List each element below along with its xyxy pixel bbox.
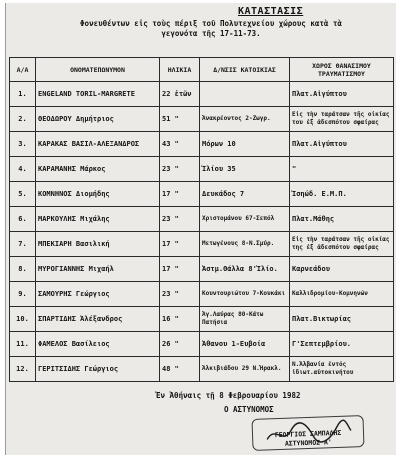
- row-number: 10.: [10, 307, 36, 332]
- footer-dateline: Ἐν Ἀθήναις τῇ 8 Φεβρουαρίου 1982: [156, 391, 301, 400]
- stamp-name: ΓΕΩΡΓΙΟΣ ΣΑΜΠΑΛΗΣ: [274, 428, 342, 440]
- row-name: ΚΑΡΑΚΑΣ ΒΑΣΙΛ-ΑΛΕΞΑΝΔΡΟΣ: [36, 132, 160, 157]
- row-name: ΦΑΜΕΛΟΣ Βασίλειος: [36, 332, 160, 357]
- row-age: 26 ": [160, 332, 200, 357]
- row-address: Ἀστμ.Θάλλα 8'Ἰλίο.: [200, 257, 290, 282]
- row-age: 43 ": [160, 132, 200, 157]
- row-place: Πλατ.Μάθης: [290, 207, 394, 232]
- table-row: [10, 207, 394, 232]
- row-number: 3.: [10, 132, 36, 157]
- row-place: Ἰσηώδ. Ε.Μ.Π.: [290, 182, 394, 207]
- row-address: Μόρων 10: [200, 132, 290, 157]
- document-intro: Φονευθέντων εἰς τοὺς πέριξ τοῦ Πολυτεχνείου χώρους κατὰ τὰ γεγονότα τῆς 17-11-73.: [80, 19, 342, 38]
- row-place: Πλατ.Αἰγύπτου: [290, 82, 394, 107]
- table-row: [10, 182, 394, 207]
- column-header-name: ΟΝΟΜΑΤΕΠΩΝΥΜΟΝ: [36, 58, 160, 82]
- row-place: Εἰς τὴν ταράτσαν τῆς οἰκίας της ἐξ ἀδεσπότου σφαίρας: [290, 232, 394, 257]
- row-place: Ν.Ἀλβανία ἐντός ἰδιωτ.αὐτοκινήτου: [290, 357, 394, 382]
- row-age: 17 ": [160, 232, 200, 257]
- row-age: 17 ": [160, 182, 200, 207]
- row-name: ΣΠΑΡΤΙΔΗΣ Ἀλέξανδρος: [36, 307, 160, 332]
- stamp-title: ΑΣΤΥΝΟΜΟΣ Α': [284, 438, 332, 448]
- row-number: 6.: [10, 207, 36, 232]
- row-address: Κουντουριώτου 7-Κουκάκι: [200, 282, 290, 307]
- column-header-address: Δ/ΝΣΙΣ ΚΑΤΟΙΚΙΑΣ: [200, 58, 290, 82]
- row-name: ENGELAND TORIL-MARGRETE: [36, 82, 160, 107]
- row-number: 2.: [10, 107, 36, 132]
- row-age: 22 ἐτῶν: [160, 82, 200, 107]
- row-address: Μετωγένους 8-Ν.Σμύρ.: [200, 232, 290, 257]
- column-header-age: ΗΛΙΚΙΑ: [160, 58, 200, 82]
- table-row: [10, 307, 394, 332]
- row-age: 17 ": [160, 257, 200, 282]
- row-place: Καρνεάδου: [290, 257, 394, 282]
- row-name: ΣΑΜΟΥΡΗΣ Γεώργιος: [36, 282, 160, 307]
- row-place: Πλατ.Αἰγύπτου: [290, 132, 394, 157]
- table-row: [10, 257, 394, 282]
- row-address: Ἀνακρέοντος 2-Ζωγρ.: [200, 107, 290, 132]
- row-name: ΚΑΡΑΜΑΝΗΣ Μάρκος: [36, 157, 160, 182]
- row-number: 1.: [10, 82, 36, 107]
- row-number: 12.: [10, 357, 36, 382]
- row-name: ΜΥΡΟΓΙΑΝΝΗΣ Μιχαήλ: [36, 257, 160, 282]
- row-address: Ἀλκιβιάδου 29 Ν.Ἡρακλ.: [200, 357, 290, 382]
- table-row: [10, 332, 394, 357]
- row-age: 51 ": [160, 107, 200, 132]
- footer-signoff: Ο ΑΣΤΥΝΟΜΟΣ: [224, 405, 274, 414]
- table-body: [10, 82, 394, 382]
- row-age: 23 ": [160, 282, 200, 307]
- handwritten-signature: [263, 418, 354, 447]
- table-row: [10, 132, 394, 157]
- row-address: Ἀθανου 1-Ευβοία: [200, 332, 290, 357]
- row-address: Χριστομάνου 67-Σεπόλ: [200, 207, 290, 232]
- table-row: [10, 107, 394, 132]
- row-number: 11.: [10, 332, 36, 357]
- row-place: ": [290, 157, 394, 182]
- row-place: Εἰς τὴν ταράτσαν τῆς οἰκίας του ἐξ ἀδεσπότου σφαίρας: [290, 107, 394, 132]
- victims-table: [9, 57, 394, 382]
- official-stamp: [251, 415, 364, 451]
- row-place: Καλλιδρομίου-Κομνηνών: [290, 282, 394, 307]
- row-number: 7.: [10, 232, 36, 257]
- column-header-number: Α/Α: [10, 58, 36, 82]
- table-row: [10, 282, 394, 307]
- column-header-place: ΧΩΡΟΣ ΘΑΝΑΣΙΜΟΥ ΤΡΑΥΜΑΤΙΣΜΟΥ: [290, 58, 394, 82]
- row-age: 23 ": [160, 207, 200, 232]
- row-age: 48 ": [160, 357, 200, 382]
- row-name: ΚΟΜΝΗΝΟΣ Διομήδης: [36, 182, 160, 207]
- table-row: [10, 357, 394, 382]
- row-name: ΜΑΡΚΟΥΛΗΣ Μιχάλης: [36, 207, 160, 232]
- row-address: [200, 82, 290, 107]
- row-address: Ἀγ.Λαύρας 80-Κάτω Πατήσια: [200, 307, 290, 332]
- row-number: 8.: [10, 257, 36, 282]
- row-name: ΘΕΟΔΩΡΟΥ Δημήτριος: [36, 107, 160, 132]
- document-page: [5, 3, 396, 455]
- table-row: [10, 82, 394, 107]
- row-place: Γ'Σεπτεμβρίου.: [290, 332, 394, 357]
- row-number: 4.: [10, 157, 36, 182]
- table-row: [10, 232, 394, 257]
- document-heading: ΚΑΤΑΣΤΑΣΙΣ: [238, 6, 304, 17]
- row-address: Δευκάδος 7: [200, 182, 290, 207]
- row-number: 9.: [10, 282, 36, 307]
- row-number: 5.: [10, 182, 36, 207]
- table-header-row: [10, 58, 394, 82]
- row-name: ΓΕΡΙΤΣΙΔΗΣ Γεώργιος: [36, 357, 160, 382]
- row-age: 16 ": [160, 307, 200, 332]
- row-name: ΜΠΕΚΙΑΡΗ Βασιλική: [36, 232, 160, 257]
- row-place: Πλατ.Βικτωρίας: [290, 307, 394, 332]
- table-row: [10, 157, 394, 182]
- row-address: Ἰλίου 35: [200, 157, 290, 182]
- row-age: 23 ": [160, 157, 200, 182]
